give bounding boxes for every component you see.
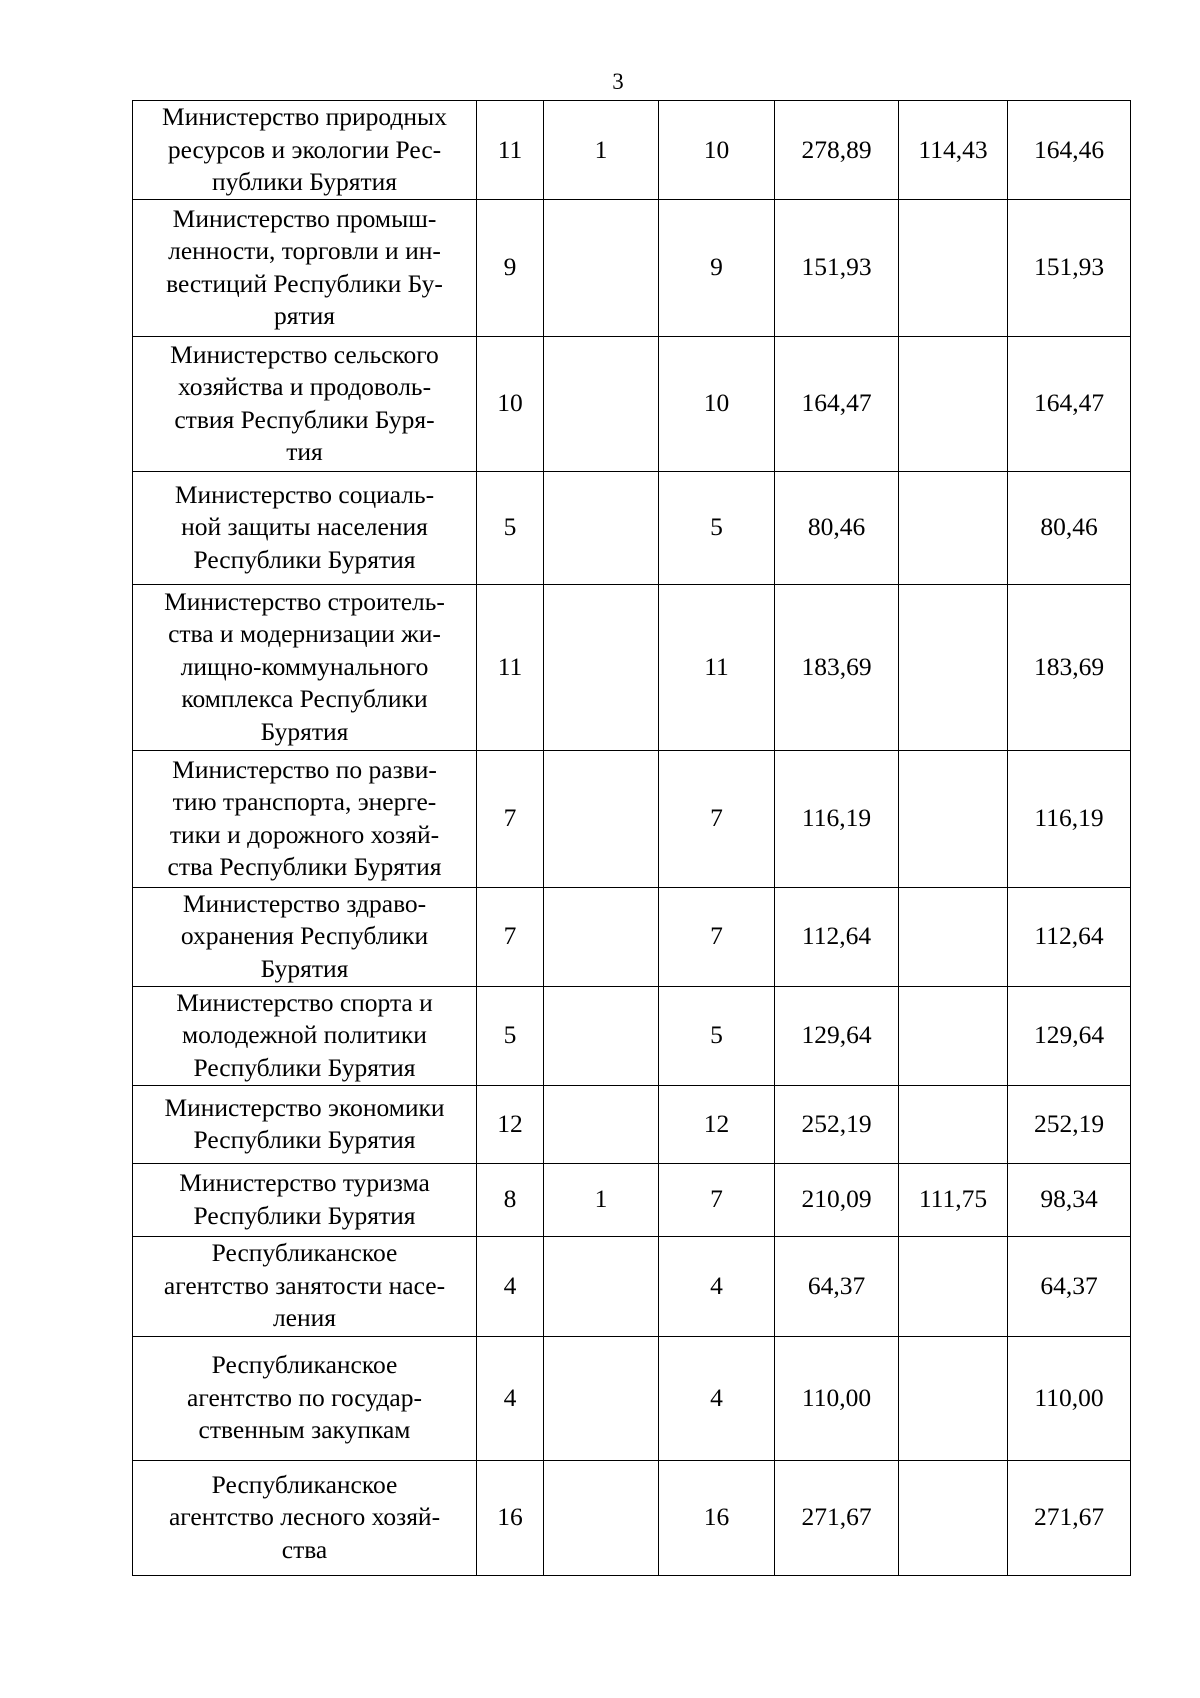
agency-name-line: вестиций Республики Бу-	[166, 268, 443, 298]
group-a-amount-cell	[899, 471, 1008, 584]
agency-name-cell	[133, 887, 477, 986]
agency-name-line: Республики Бурятия	[193, 1200, 416, 1230]
group-b-count-cell: 7	[659, 887, 775, 986]
group-a-amount-cell	[899, 1085, 1008, 1163]
total-amount-cell: 112,64	[775, 887, 899, 986]
total-count-cell: 4	[477, 1236, 544, 1336]
agency-name-line: агентство по государ-	[187, 1382, 422, 1412]
total-amount-cell: 64,37	[775, 1236, 899, 1336]
agency-name-cell	[133, 336, 477, 471]
agency-name-line: агентство занятости насе-	[163, 1270, 446, 1300]
table-row	[133, 1336, 1131, 1460]
group-a-amount-cell	[899, 1336, 1008, 1460]
total-count-cell: 5	[477, 471, 544, 584]
total-amount-cell: 80,46	[775, 471, 899, 584]
group-a-amount-cell: 114,43	[899, 101, 1008, 200]
group-b-amount-cell: 112,64	[1008, 887, 1131, 986]
agency-name-line: Министерство спорта и	[176, 987, 433, 1017]
group-b-amount-cell: 164,46	[1008, 101, 1131, 200]
agency-name-cell	[133, 471, 477, 584]
agency-name-line: Министерство здраво-	[182, 888, 427, 918]
agency-name-line: тия	[286, 437, 323, 466]
agency-name-line: хозяйства и продоволь-	[177, 372, 432, 401]
agency-name-cell	[133, 1085, 477, 1163]
group-a-amount-cell	[899, 199, 1008, 336]
group-a-count-cell	[544, 336, 659, 471]
group-b-amount-cell: 183,69	[1008, 584, 1131, 750]
agency-name-line: охранения Республики	[180, 921, 429, 951]
group-a-count-cell	[544, 1236, 659, 1336]
total-count-cell: 12	[477, 1085, 544, 1163]
agency-name-line: комплекса Республики	[181, 684, 428, 714]
agency-name-line: публики Бурятия	[212, 167, 397, 196]
group-b-count-cell: 9	[659, 199, 775, 336]
table-row	[133, 1163, 1131, 1236]
total-amount-cell: 278,89	[775, 101, 899, 200]
agency-name-line: Бурятия	[260, 716, 349, 746]
agency-name-line: Министерство социаль-	[174, 479, 435, 509]
group-b-amount-cell: 98,34	[1008, 1163, 1131, 1236]
agency-name-line: ственным закупкам	[198, 1415, 411, 1445]
group-b-amount-cell: 164,47	[1008, 336, 1131, 471]
group-a-count-cell	[544, 750, 659, 887]
group-b-amount-cell: 271,67	[1008, 1460, 1131, 1575]
group-a-count-cell	[544, 1460, 659, 1575]
agency-name-line: ства и модернизации жи-	[168, 619, 441, 649]
group-a-count-cell: 1	[544, 1163, 659, 1236]
total-count-cell: 9	[477, 199, 544, 336]
group-b-count-cell: 10	[659, 336, 775, 471]
table-row	[133, 986, 1131, 1085]
group-b-amount-cell: 80,46	[1008, 471, 1131, 584]
group-b-amount-cell: 129,64	[1008, 986, 1131, 1085]
total-count-cell: 4	[477, 1336, 544, 1460]
agency-name-line: Министерство туризма	[179, 1168, 430, 1197]
total-count-cell: 5	[477, 986, 544, 1085]
group-b-amount-cell: 252,19	[1008, 1085, 1131, 1163]
total-count-cell: 7	[477, 887, 544, 986]
total-amount-cell: 252,19	[775, 1085, 899, 1163]
agency-name-line: Республики Бурятия	[193, 544, 416, 574]
total-count-cell: 11	[477, 584, 544, 750]
agency-name-line: Бурятия	[260, 953, 349, 983]
group-a-amount-cell	[899, 1460, 1008, 1575]
group-b-count-cell: 7	[659, 1163, 775, 1236]
agency-name-line: Республиканское	[211, 1469, 398, 1499]
agency-name-line: Республиканское	[211, 1238, 398, 1268]
agency-name-line: ресурсов и экологии Рес-	[167, 134, 442, 164]
table-row	[133, 1236, 1131, 1336]
total-amount-cell: 271,67	[775, 1460, 899, 1575]
total-amount-cell: 151,93	[775, 199, 899, 336]
group-b-amount-cell: 151,93	[1008, 199, 1131, 336]
table-row	[133, 887, 1131, 986]
agency-name-line: лищно-коммунального	[180, 651, 429, 681]
group-a-count-cell	[544, 199, 659, 336]
total-count-cell: 11	[477, 101, 544, 200]
group-a-count-cell	[544, 584, 659, 750]
group-a-amount-cell	[899, 750, 1008, 887]
agency-name-line: Министерство промыш-	[172, 203, 437, 233]
group-a-amount-cell: 111,75	[899, 1163, 1008, 1236]
agency-name-cell	[133, 1236, 477, 1336]
agency-name-line: ной защиты населения	[181, 512, 428, 542]
group-b-count-cell: 4	[659, 1236, 775, 1336]
group-a-amount-cell	[899, 336, 1008, 471]
group-a-count-cell	[544, 1336, 659, 1460]
page-number: 3	[612, 69, 624, 94]
agency-name-line: Министерство сельского	[170, 339, 439, 369]
table-row	[133, 471, 1131, 584]
table-row	[133, 101, 1131, 200]
table-row	[133, 1460, 1131, 1575]
agency-name-line: Министерство по разви-	[172, 754, 437, 784]
agency-name-line: ления	[272, 1303, 337, 1333]
group-b-count-cell: 7	[659, 750, 775, 887]
agency-name-line: агентство лесного хозяй-	[168, 1502, 441, 1532]
group-b-count-cell: 4	[659, 1336, 775, 1460]
agency-name-line: Министерство строитель-	[164, 586, 445, 616]
total-amount-cell: 183,69	[775, 584, 899, 750]
agency-name-cell	[133, 1163, 477, 1236]
group-a-amount-cell	[899, 986, 1008, 1085]
total-amount-cell: 210,09	[775, 1163, 899, 1236]
group-b-amount-cell: 64,37	[1008, 1236, 1131, 1336]
table-row	[133, 584, 1131, 750]
agency-name-line: Республики Бурятия	[193, 1052, 416, 1082]
total-count-cell: 8	[477, 1163, 544, 1236]
agency-name-cell	[133, 1336, 477, 1460]
budget-table	[132, 100, 1131, 1576]
group-a-count-cell	[544, 471, 659, 584]
agency-name-line: ленности, торговли и ин-	[168, 236, 441, 265]
table-body	[133, 101, 1131, 1576]
agency-name-cell	[133, 101, 477, 200]
table-row	[133, 336, 1131, 471]
total-amount-cell: 164,47	[775, 336, 899, 471]
agency-name-line: Министерство экономики	[164, 1092, 445, 1122]
group-b-amount-cell: 116,19	[1008, 750, 1131, 887]
group-b-count-cell: 5	[659, 471, 775, 584]
total-count-cell: 7	[477, 750, 544, 887]
agency-name-line: тики и дорожного хозяй-	[169, 819, 440, 849]
agency-name-line: тию транспорта, энерге-	[172, 787, 437, 816]
group-a-count-cell: 1	[544, 101, 659, 200]
group-b-count-cell: 12	[659, 1085, 775, 1163]
group-b-count-cell: 16	[659, 1460, 775, 1575]
group-b-count-cell: 10	[659, 101, 775, 200]
agency-name-line: ства	[281, 1534, 328, 1564]
agency-name-line: Республики Бурятия	[193, 1125, 416, 1154]
agency-name-line: молодежной политики	[182, 1020, 427, 1050]
group-a-count-cell	[544, 887, 659, 986]
group-b-count-cell: 5	[659, 986, 775, 1085]
group-a-amount-cell	[899, 1236, 1008, 1336]
total-count-cell: 16	[477, 1460, 544, 1575]
agency-name-cell	[133, 750, 477, 887]
agency-name-line: Республиканское	[211, 1350, 398, 1380]
table-row	[133, 750, 1131, 887]
total-count-cell: 10	[477, 336, 544, 471]
agency-name-cell	[133, 1460, 477, 1575]
total-amount-cell: 110,00	[775, 1336, 899, 1460]
agency-name-cell	[133, 199, 477, 336]
group-a-amount-cell	[899, 584, 1008, 750]
agency-name-line: ства Республики Бурятия	[167, 852, 442, 881]
total-amount-cell: 129,64	[775, 986, 899, 1085]
table-row	[133, 1085, 1131, 1163]
group-a-count-cell	[544, 986, 659, 1085]
agency-name-line: Министерство природных	[162, 102, 447, 131]
agency-name-line: ствия Республики Буря-	[174, 404, 435, 434]
agency-name-cell	[133, 986, 477, 1085]
group-b-count-cell: 11	[659, 584, 775, 750]
group-a-amount-cell	[899, 887, 1008, 986]
total-amount-cell: 116,19	[775, 750, 899, 887]
group-a-count-cell	[544, 1085, 659, 1163]
group-b-amount-cell: 110,00	[1008, 1336, 1131, 1460]
agency-name-cell	[133, 584, 477, 750]
table-row	[133, 199, 1131, 336]
agency-name-line: рятия	[274, 301, 335, 330]
